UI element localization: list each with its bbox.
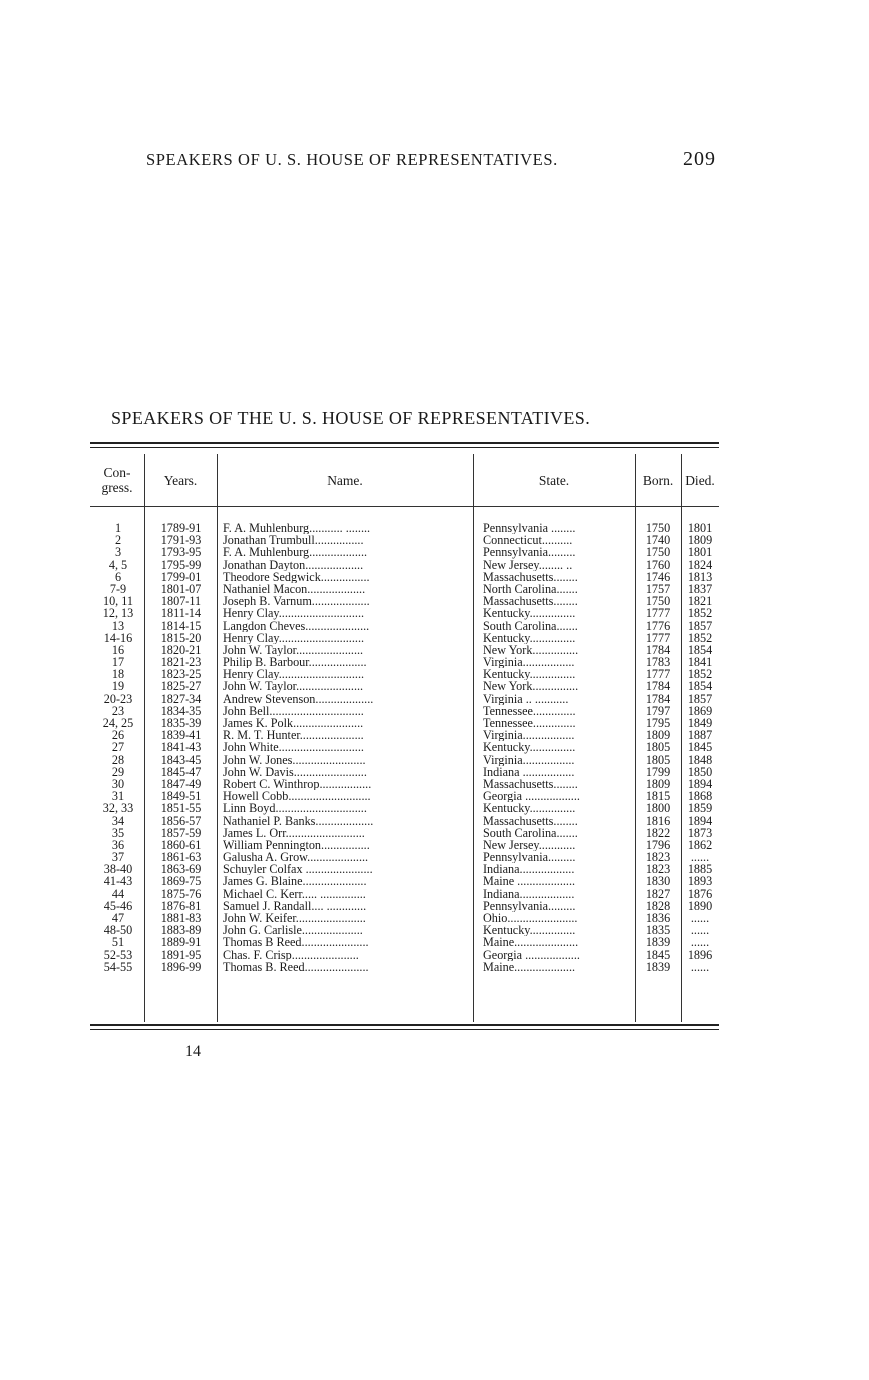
congress-cell: 23 xyxy=(111,703,125,718)
years-cell: 1825-27 xyxy=(160,679,202,694)
table-row xyxy=(90,802,719,814)
congress-cell: 41-43 xyxy=(103,874,133,889)
running-head: SPEAKERS OF U. S. HOUSE OF REPRESENTATIVES. xyxy=(146,150,558,169)
congress-cell: 48-50 xyxy=(103,923,133,938)
years-cell: 1823-25 xyxy=(160,667,202,682)
name-cell: Linn Boyd.............................. xyxy=(223,802,367,815)
years-cell: 1896-99 xyxy=(160,959,202,974)
congress-cell: 47 xyxy=(111,911,125,925)
table-row xyxy=(90,815,719,827)
born-cell: 1799 xyxy=(645,764,671,779)
born-cell: 1809 xyxy=(645,728,671,743)
years-cell: 1881-83 xyxy=(160,911,202,925)
top-rule-thin xyxy=(90,447,719,448)
died-cell: 1852 xyxy=(687,606,713,621)
died-cell: 1841 xyxy=(687,655,713,670)
state-cell: Pennsylvania......... xyxy=(483,546,576,559)
years-cell: 1814-15 xyxy=(160,618,202,633)
name-cell: Schuyler Colfax ...................... xyxy=(223,863,373,876)
years-cell: 1860-61 xyxy=(160,837,202,852)
congress-cell: 28 xyxy=(111,752,125,767)
died-cell: ...... xyxy=(690,911,710,925)
table-row xyxy=(90,607,719,619)
died-cell: 1854 xyxy=(687,679,713,694)
page-number: 209 xyxy=(683,148,716,170)
name-cell: John W. Jones........................ xyxy=(223,753,366,766)
born-cell: 1830 xyxy=(645,874,671,889)
born-cell: 1777 xyxy=(645,667,671,682)
name-cell: F. A. Muhlenburg................... xyxy=(223,546,368,559)
died-cell: 1854 xyxy=(687,642,713,657)
congress-cell: 31 xyxy=(111,789,125,804)
born-cell: 1815 xyxy=(645,789,671,804)
died-cell: 1850 xyxy=(687,764,713,779)
state-cell: Pennsylvania......... xyxy=(483,899,576,913)
state-cell: Massachusetts........ xyxy=(483,777,578,791)
died-cell: ...... xyxy=(690,935,710,950)
years-cell: 1820-21 xyxy=(160,642,202,657)
name-cell: John W. Davis........................ xyxy=(223,765,367,778)
table-row xyxy=(90,961,719,973)
born-cell: 1816 xyxy=(645,813,671,828)
years-cell: 1847-49 xyxy=(160,776,202,791)
name-cell: John G. Carlisle.................... xyxy=(223,924,363,937)
died-cell: 1849 xyxy=(687,716,713,730)
years-cell: 1861-63 xyxy=(160,850,202,865)
years-cell: 1791-93 xyxy=(160,533,202,548)
state-cell: Georgia .................. xyxy=(483,948,580,961)
died-cell: 1809 xyxy=(687,533,713,548)
header-rule xyxy=(90,506,719,507)
name-cell: Thomas B Reed...................... xyxy=(223,936,369,949)
died-cell: 1885 xyxy=(687,862,713,877)
state-cell: Maine..................... xyxy=(483,936,579,949)
died-cell: 1894 xyxy=(687,776,713,791)
name-cell: John W. Taylor...................... xyxy=(223,643,364,657)
name-cell: Michael C. Kerr..... ............... xyxy=(223,887,366,900)
died-cell: 1868 xyxy=(687,789,713,804)
years-cell: 1883-89 xyxy=(160,923,202,938)
born-cell: 1800 xyxy=(645,801,671,816)
born-cell: 1750 xyxy=(645,521,671,535)
state-cell: Massachusetts........ xyxy=(483,570,578,583)
born-cell: 1757 xyxy=(645,581,671,596)
born-cell: 1797 xyxy=(645,703,671,718)
name-cell: John W. Taylor...................... xyxy=(223,680,364,693)
years-cell: 1821-23 xyxy=(160,655,202,670)
died-cell: 1873 xyxy=(687,825,713,840)
congress-cell: 1 xyxy=(114,521,122,535)
died-cell: 1890 xyxy=(687,898,713,913)
born-cell: 1827 xyxy=(645,886,671,901)
born-cell: 1740 xyxy=(645,533,671,548)
congress-cell: 7-9 xyxy=(109,581,127,596)
name-cell: Philip B. Barbour................... xyxy=(223,656,367,669)
congress-cell: 12, 13 xyxy=(102,606,134,621)
name-cell: Joseph B. Varnum................... xyxy=(223,595,370,608)
name-cell: Nathaniel P. Banks................... xyxy=(223,814,374,827)
state-cell: Ohio....................... xyxy=(483,912,578,925)
congress-cell: 20-23 xyxy=(103,691,133,706)
table-row xyxy=(90,754,719,766)
state-cell: Tennessee.............. xyxy=(483,704,576,718)
years-cell: 1876-81 xyxy=(160,898,202,913)
header-born: Born. xyxy=(642,472,674,488)
table-row xyxy=(90,620,719,632)
years-cell: 1811-14 xyxy=(160,606,202,621)
name-cell: Howell Cobb........................... xyxy=(223,790,371,803)
state-cell: Kentucky............... xyxy=(483,668,576,681)
congress-cell: 44 xyxy=(111,886,125,901)
died-cell: 1813 xyxy=(687,569,713,584)
state-cell: Virginia .. ........... xyxy=(483,692,569,705)
bottom-rule xyxy=(90,1024,719,1026)
years-cell: 1857-59 xyxy=(160,825,202,840)
died-cell: ...... xyxy=(690,923,710,938)
name-cell: John White............................ xyxy=(223,741,364,754)
table-row xyxy=(90,741,719,753)
died-cell: 1893 xyxy=(687,874,713,889)
state-cell: Kentucky............... xyxy=(483,631,576,644)
years-cell: 1843-45 xyxy=(160,752,202,767)
died-cell: 1876 xyxy=(687,886,713,901)
congress-cell: 35 xyxy=(111,825,125,840)
congress-cell: 38-40 xyxy=(103,862,133,877)
born-cell: 1845 xyxy=(645,947,671,962)
state-cell: Kentucky............... xyxy=(483,607,576,620)
years-cell: 1827-34 xyxy=(160,691,202,706)
died-cell: 1857 xyxy=(687,691,713,706)
died-cell: 1824 xyxy=(687,557,713,572)
died-cell: 1862 xyxy=(687,837,713,852)
born-cell: 1823 xyxy=(645,862,671,877)
state-cell: Indiana.................. xyxy=(483,863,575,876)
congress-cell: 52-53 xyxy=(103,947,133,962)
born-cell: 1784 xyxy=(645,679,671,694)
born-cell: 1750 xyxy=(645,545,671,560)
years-cell: 1891-95 xyxy=(160,947,202,962)
years-cell: 1815-20 xyxy=(160,630,202,645)
congress-cell: 36 xyxy=(111,837,125,852)
born-cell: 1796 xyxy=(645,837,671,852)
born-cell: 1760 xyxy=(645,557,671,572)
congress-cell: 37 xyxy=(111,850,125,865)
born-cell: 1839 xyxy=(645,935,671,950)
years-cell: 1799-01 xyxy=(160,569,202,584)
state-cell: New York............... xyxy=(483,643,579,657)
born-cell: 1836 xyxy=(645,911,671,925)
years-cell: 1801-07 xyxy=(160,581,202,596)
congress-cell: 4, 5 xyxy=(108,557,128,572)
born-cell: 1823 xyxy=(645,850,671,865)
table-row xyxy=(90,888,719,900)
born-cell: 1776 xyxy=(645,618,671,633)
congress-cell: 14-16 xyxy=(103,630,133,645)
congress-cell: 32, 33 xyxy=(102,801,134,816)
name-cell: Jonathan Trumbull................ xyxy=(223,534,364,547)
congress-cell: 13 xyxy=(111,618,125,633)
state-cell: Kentucky............... xyxy=(483,924,576,937)
name-cell: R. M. T. Hunter..................... xyxy=(223,729,364,742)
years-cell: 1835-39 xyxy=(160,716,202,730)
state-cell: North Carolina....... xyxy=(483,582,578,596)
died-cell: 1894 xyxy=(687,813,713,828)
table-row xyxy=(90,875,719,887)
congress-cell: 54-55 xyxy=(103,959,133,974)
state-cell: Connecticut.......... xyxy=(483,534,573,547)
congress-cell: 6 xyxy=(114,569,122,584)
header-congress: Con- gress. xyxy=(101,465,133,495)
years-cell: 1875-76 xyxy=(160,886,202,901)
years-cell: 1869-75 xyxy=(160,874,202,889)
died-cell: 1848 xyxy=(687,752,713,767)
congress-cell: 45-46 xyxy=(103,898,133,913)
congress-cell: 27 xyxy=(111,740,125,755)
born-cell: 1746 xyxy=(645,569,671,584)
born-cell: 1835 xyxy=(645,923,671,938)
header-state: State. xyxy=(538,472,570,488)
born-cell: 1750 xyxy=(645,594,671,609)
table-row xyxy=(90,949,719,961)
born-cell: 1784 xyxy=(645,691,671,706)
state-cell: Maine.................... xyxy=(483,960,576,973)
name-cell: Robert C. Winthrop................. xyxy=(223,777,372,791)
header-name: Name. xyxy=(327,472,363,488)
died-cell: 1857 xyxy=(687,618,713,633)
name-cell: Samuel J. Randall.... ............. xyxy=(223,899,367,913)
state-cell: Georgia .................. xyxy=(483,790,580,803)
name-cell: Chas. F. Crisp...................... xyxy=(223,948,359,961)
state-cell: Kentucky............... xyxy=(483,741,576,754)
born-cell: 1777 xyxy=(645,606,671,621)
born-cell: 1839 xyxy=(645,959,671,974)
state-cell: New York............... xyxy=(483,680,579,693)
congress-cell: 10, 11 xyxy=(102,594,134,609)
congress-cell: 17 xyxy=(111,655,125,670)
born-cell: 1822 xyxy=(645,825,671,840)
born-cell: 1809 xyxy=(645,776,671,791)
years-cell: 1856-57 xyxy=(160,813,202,828)
state-cell: Indiana ................. xyxy=(483,765,575,778)
table-title: SPEAKERS OF THE U. S. HOUSE OF REPRESENTATIVES. xyxy=(111,408,591,428)
born-cell: 1784 xyxy=(645,642,671,657)
congress-cell: 26 xyxy=(111,728,125,743)
congress-cell: 34 xyxy=(111,813,125,828)
name-cell: Andrew Stevenson................... xyxy=(223,692,374,705)
table-row xyxy=(90,693,719,705)
name-cell: James K. Polk....................... xyxy=(223,717,364,730)
years-cell: 1841-43 xyxy=(160,740,202,755)
congress-cell: 3 xyxy=(114,545,122,560)
speakers-table xyxy=(90,454,719,1022)
congress-cell: 2 xyxy=(114,533,122,548)
state-cell: Massachusetts........ xyxy=(483,595,578,608)
died-cell: 1821 xyxy=(687,594,713,609)
name-cell: F. A. Muhlenburg........... ........ xyxy=(223,522,371,535)
years-cell: 1795-99 xyxy=(160,557,202,572)
name-cell: Henry Clay............................ xyxy=(223,607,365,620)
name-cell: Henry Clay............................ xyxy=(223,668,365,681)
congress-cell: 24, 25 xyxy=(102,716,134,730)
name-cell: Thomas B. Reed..................... xyxy=(223,960,369,973)
name-cell: Nathaniel Macon................... xyxy=(223,582,366,596)
died-cell: 1887 xyxy=(687,728,713,743)
born-cell: 1783 xyxy=(645,655,671,670)
name-cell: Galusha A. Grow.................... xyxy=(223,851,369,864)
years-cell: 1834-35 xyxy=(160,703,202,718)
name-cell: Theodore Sedgwick................ xyxy=(223,570,370,583)
born-cell: 1828 xyxy=(645,898,671,913)
name-cell: Langdon Cheves..................... xyxy=(223,619,370,632)
footer-mark: 14 xyxy=(185,1043,201,1060)
name-cell: James G. Blaine..................... xyxy=(223,875,367,888)
years-cell: 1863-69 xyxy=(160,862,202,877)
state-cell: Virginia................. xyxy=(483,753,575,766)
died-cell: 1801 xyxy=(687,545,713,560)
years-cell: 1793-95 xyxy=(160,545,202,560)
years-cell: 1849-51 xyxy=(160,789,202,804)
header-years: Years. xyxy=(163,472,198,488)
name-cell: John W. Keifer....................... xyxy=(223,912,366,925)
header-died: Died. xyxy=(685,472,715,488)
state-cell: South Carolina....... xyxy=(483,619,578,632)
state-cell: Pennsylvania......... xyxy=(483,851,576,864)
years-cell: 1789-91 xyxy=(160,521,202,535)
state-cell: Tennessee.............. xyxy=(483,717,576,730)
years-cell: 1845-47 xyxy=(160,764,202,779)
congress-cell: 29 xyxy=(111,764,125,779)
born-cell: 1777 xyxy=(645,630,671,645)
born-cell: 1795 xyxy=(645,716,671,730)
died-cell: ...... xyxy=(690,850,710,865)
table-row xyxy=(90,680,719,692)
state-cell: Indiana.................. xyxy=(483,887,575,900)
died-cell: 1837 xyxy=(687,581,713,596)
born-cell: 1805 xyxy=(645,752,671,767)
table-body xyxy=(90,522,719,973)
died-cell: 1859 xyxy=(687,801,713,816)
died-cell: 1801 xyxy=(687,521,713,535)
died-cell: 1869 xyxy=(687,703,713,718)
state-cell: Maine ................... xyxy=(483,875,576,888)
state-cell: Massachusetts........ xyxy=(483,814,578,827)
died-cell: 1852 xyxy=(687,667,713,682)
congress-cell: 16 xyxy=(111,642,125,657)
state-cell: Virginia................. xyxy=(483,729,575,742)
state-cell: New Jersey............ xyxy=(483,838,576,852)
years-cell: 1807-11 xyxy=(160,594,202,609)
name-cell: Henry Clay............................ xyxy=(223,631,365,644)
table-row xyxy=(90,559,719,571)
congress-cell: 30 xyxy=(111,776,125,791)
born-cell: 1805 xyxy=(645,740,671,755)
congress-cell: 18 xyxy=(111,667,125,682)
state-cell: New Jersey........ .. xyxy=(483,558,573,571)
died-cell: ...... xyxy=(690,959,710,974)
congress-cell: 51 xyxy=(111,935,125,950)
state-cell: Kentucky............... xyxy=(483,802,576,815)
bottom-rule-thin xyxy=(90,1029,719,1030)
name-cell: James L. Orr.......................... xyxy=(223,826,365,839)
table-row xyxy=(90,546,719,558)
congress-cell: 19 xyxy=(111,679,125,694)
years-cell: 1889-91 xyxy=(160,935,202,950)
top-rule xyxy=(90,442,719,444)
table-row xyxy=(90,936,719,948)
state-cell: Virginia................. xyxy=(483,656,575,669)
died-cell: 1845 xyxy=(687,740,713,755)
died-cell: 1852 xyxy=(687,630,713,645)
state-cell: Pennsylvania ........ xyxy=(483,522,576,535)
years-cell: 1839-41 xyxy=(160,728,202,743)
years-cell: 1851-55 xyxy=(160,801,202,816)
died-cell: 1896 xyxy=(687,947,713,962)
name-cell: Jonathan Dayton................... xyxy=(223,558,364,571)
state-cell: South Carolina....... xyxy=(483,826,578,839)
name-cell: William Pennington................ xyxy=(223,838,370,852)
name-cell: John Bell............................... xyxy=(223,704,364,718)
